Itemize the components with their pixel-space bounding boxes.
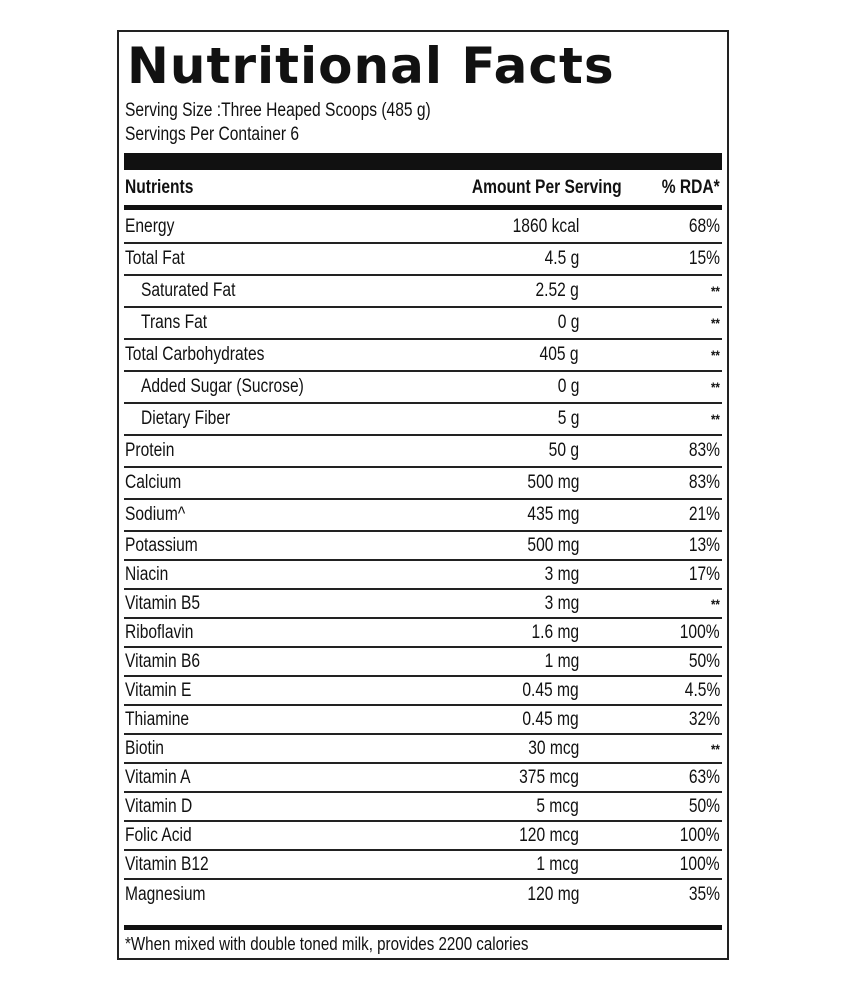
table-row (124, 308, 722, 340)
table-row (124, 436, 722, 468)
nutrient-name: Vitamin E (125, 679, 192, 701)
column-header-nutrients: Nutrients (125, 177, 194, 198)
nutrient-name: Folic Acid (125, 824, 192, 846)
nutrient-rda: ** (711, 740, 720, 757)
nutrient-name: Vitamin B12 (125, 853, 209, 875)
nutrient-amount: 5 g (557, 408, 579, 429)
nutrient-rda: 32% (688, 708, 720, 730)
table-row (124, 822, 722, 851)
table-row (124, 340, 722, 372)
nutrient-name: Saturated Fat (141, 280, 236, 301)
nutrient-rda: ** (711, 283, 720, 299)
nutrient-name: Energy (125, 216, 175, 237)
nutrient-amount: 120 mcg (519, 824, 579, 846)
table-row (124, 851, 722, 880)
nutrient-rda: 17% (688, 563, 720, 585)
nutrient-name: Total Fat (125, 248, 185, 269)
nutrient-name: Riboflavin (125, 621, 194, 643)
nutrient-name: Added Sugar (Sucrose) (141, 376, 304, 397)
nutrient-amount: 1860 kcal (512, 216, 579, 237)
nutrient-name: Vitamin B6 (125, 650, 201, 672)
nutrient-name: Calcium (125, 472, 182, 493)
nutrient-rda: 100% (680, 824, 720, 846)
table-row (124, 276, 722, 308)
table-row (124, 706, 722, 735)
nutrient-rda: ** (711, 315, 720, 331)
nutrient-name: Vitamin B5 (125, 592, 201, 614)
nutrient-name: Trans Fat (141, 312, 208, 333)
nutrient-rda: 63% (688, 766, 720, 788)
table-row (124, 590, 722, 619)
nutrient-name: Sodium^ (125, 504, 186, 525)
nutrient-amount: 435 mg (527, 504, 579, 525)
nutrient-rda: 83% (688, 440, 720, 461)
footnote: *When mixed with double toned milk, provides 2200 calories (125, 934, 529, 954)
nutrient-amount: 0 g (557, 376, 579, 397)
nutrient-amount: 50 g (548, 440, 579, 461)
nutrient-rda: 100% (680, 853, 720, 875)
nutrient-rda: 83% (688, 472, 720, 493)
nutrient-rda: ** (711, 411, 720, 427)
page-title: Nutritional Facts (127, 37, 615, 95)
table-row (124, 619, 722, 648)
nutrient-amount: 0.45 mg (522, 679, 579, 701)
table-row (124, 648, 722, 677)
table-row (124, 532, 722, 561)
table-row (124, 677, 722, 706)
table-row (124, 735, 722, 764)
nutrient-rda: 50% (688, 650, 720, 672)
nutrient-rda: 35% (688, 883, 720, 905)
nutrient-amount: 1 mg (544, 650, 579, 672)
nutrient-amount: 375 mcg (519, 766, 579, 788)
nutrient-amount: 0 g (557, 312, 579, 333)
nutrient-rda: 68% (688, 216, 720, 237)
nutrient-name: Thiamine (125, 708, 190, 730)
nutrition-facts-panel (117, 30, 729, 960)
nutrient-amount: 405 g (540, 344, 579, 365)
nutrient-rda: ** (711, 347, 720, 363)
nutrient-rda: 15% (688, 248, 720, 269)
nutrient-name: Vitamin A (125, 766, 191, 788)
table-row (124, 212, 722, 244)
bottom-divider (124, 925, 722, 930)
nutrient-name: Dietary Fiber (141, 408, 231, 429)
nutrient-amount: 4.5 g (544, 248, 579, 269)
nutrient-rda: ** (711, 595, 720, 612)
table-row (124, 468, 722, 500)
nutrient-name: Niacin (125, 563, 169, 585)
nutrient-amount: 1.6 mg (531, 621, 579, 643)
nutrient-rda: 4.5% (684, 679, 720, 701)
nutrient-amount: 30 mcg (527, 737, 579, 759)
nutrient-name: Vitamin D (125, 795, 193, 817)
table-row (124, 764, 722, 793)
serving-size: Serving Size :Three Heaped Scoops (485 g) (125, 100, 431, 121)
nutrient-amount: 3 mg (544, 563, 579, 585)
table-row (124, 793, 722, 822)
nutrient-amount: 1 mcg (536, 853, 579, 875)
nutrient-amount: 2.52 g (535, 280, 579, 301)
table-row (124, 561, 722, 590)
column-header-amount: Amount Per Serving (472, 177, 622, 198)
table-row (124, 244, 722, 276)
nutrient-name: Magnesium (125, 883, 206, 905)
table-row (124, 372, 722, 404)
nutrient-amount: 120 mg (527, 883, 579, 905)
nutrient-rda: 21% (688, 504, 720, 525)
servings-per-container: Servings Per Container 6 (125, 124, 300, 145)
nutrient-amount: 5 mcg (536, 795, 579, 817)
table-row (124, 880, 722, 909)
nutrient-name: Protein (125, 440, 175, 461)
nutrient-amount: 0.45 mg (522, 708, 579, 730)
nutrient-rda: 100% (680, 621, 720, 643)
nutrient-name: Potassium (125, 534, 198, 556)
nutrient-rda: ** (711, 379, 720, 395)
nutrient-rda: 50% (688, 795, 720, 817)
nutrient-name: Total Carbohydrates (125, 344, 265, 365)
nutrient-rda: 13% (688, 534, 720, 556)
table-row (124, 404, 722, 436)
thick-divider (124, 153, 722, 170)
nutrient-name: Biotin (125, 737, 164, 759)
header-divider (124, 205, 722, 210)
nutrient-table (124, 212, 722, 909)
column-header-rda: % RDA* (661, 177, 720, 198)
table-header (124, 175, 722, 205)
nutrient-amount: 500 mg (527, 534, 579, 556)
nutrient-amount: 500 mg (527, 472, 579, 493)
table-row (124, 500, 722, 532)
nutrient-amount: 3 mg (544, 592, 579, 614)
